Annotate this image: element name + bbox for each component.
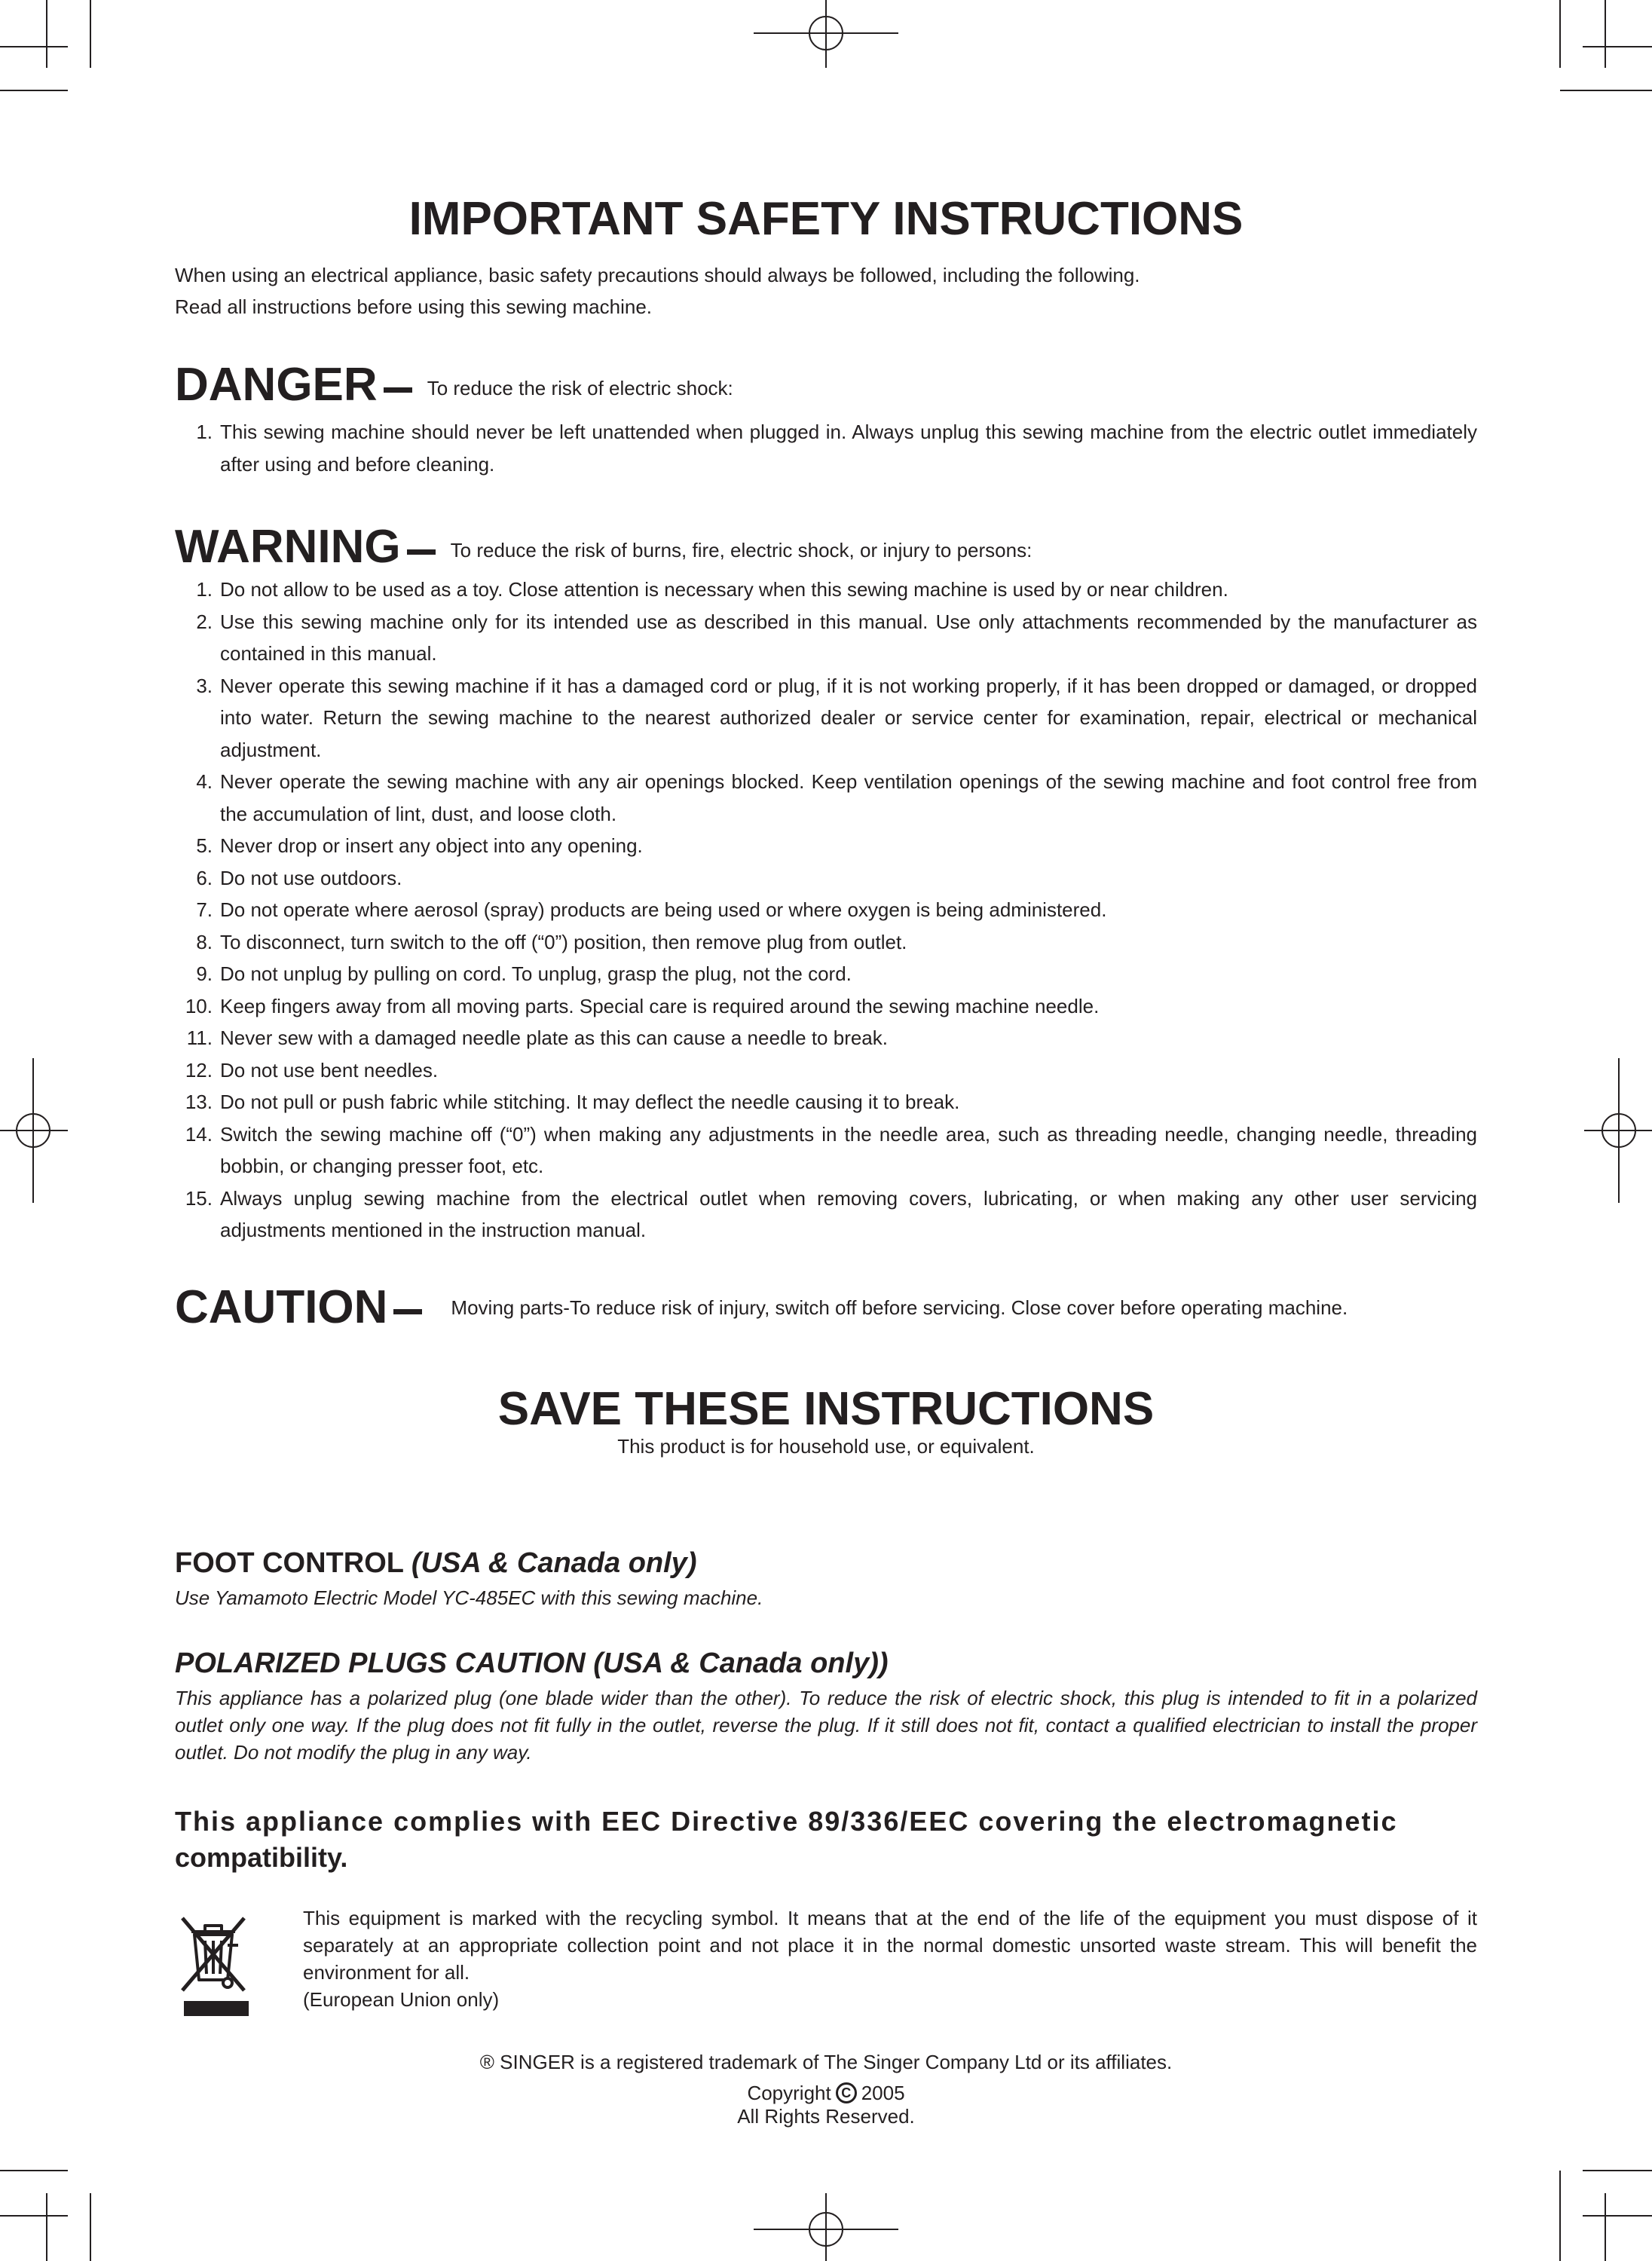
list-item [175,894,1477,926]
caution-text: Moving parts-To reduce risk of injury, switch off before servicing. Close cover before operating machine. [451,1296,1348,1319]
intro-line: Read all instructions before using this sewing machine. [175,295,653,319]
list-item [175,1118,1477,1183]
list-item [175,574,1477,606]
foot-control-title: FOOT CONTROL [175,1547,404,1579]
item-number: 5. [196,834,213,858]
eec-compliance-statement [175,1804,1477,1876]
danger-label: DANGER [175,359,378,412]
list-item [175,1086,1477,1118]
item-number: 10. [185,994,213,1017]
item-number: 6. [196,866,213,889]
item-text: Switch the sewing machine off (“0”) when making any adjustments in the needle area, such as threading needle, changing needle, threading bobbin, or changing presser foot, etc. [220,1122,1477,1178]
item-number: 2. [196,610,213,633]
list-item [175,862,1477,895]
item-text: This sewing machine should never be left unattended when plugged in. Always unplug this sewing machine from the electric outlet immediately after using and before cleaning. [220,421,1477,476]
warning-label: WARNING [175,521,401,574]
polarized-plugs-text: This appliance has a polarized plug (one blade wider than the other). To reduce the risk of electric shock, this plug is intended to fit in a polarized outlet only one way. If the plug does not fit fully in the outlet, reverse the plug. If it still does not fit, contact a qualified electrician to install the proper outlet. Do not modify the plug in any way. [175,1686,1477,1764]
item-text: Do not use bent needles. [220,1058,439,1082]
item-number: 15. [185,1186,213,1210]
crossed-out-wheelie-bin-icon [175,1905,303,2027]
list-item [175,958,1477,990]
list-item [175,606,1477,670]
item-number: 8. [196,930,213,953]
item-number: 4. [196,770,213,794]
save-instructions-title: SAVE THESE INSTRUCTIONS [497,1382,1155,1435]
recycling-block [175,1905,1477,2027]
intro-line: When using an electrical appliance, basic safety precautions should always be followed, including the following. [175,264,1140,287]
heading-dash [393,1309,422,1314]
danger-list [175,416,1477,480]
item-text: Always unplug sewing machine from the electrical outlet when removing covers, lubricating, or when making any other user servicing adjustments mentioned in the instruction manual. [220,1186,1477,1242]
item-text: To disconnect, turn switch to the off (“0”) position, then remove plug from outlet. [220,930,907,953]
item-text: Never operate this sewing machine if it has a damaged cord or plug, if it is not working properly, if it has been dropped or damaged, or dropped into water. Return the sewing machine to the nearest authorized dealer or service center for examination, repair, electrical or mechanical adjustment. [220,674,1477,761]
recycling-text: This equipment is marked with the recycling symbol. It means that at the end of the life of the equipment you must dispose of it separately at an appropriate collection point and not place it in the normal domestic unsorted waste stream. This will benefit the environment for all. [303,1906,1477,1984]
recycling-text-block [303,1905,1477,2013]
eec-line: This appliance complies with EEC Directive 89/336/EEC covering the electromagnetic [175,1805,1398,1837]
warning-heading [175,521,1477,574]
foot-control-text: Use Yamamoto Electric Model YC-485EC with this sewing machine. [175,1586,763,1609]
caution-label: CAUTION [175,1280,388,1333]
save-instructions-subtitle: This product is for household use, or equivalent. [617,1434,1035,1458]
trademark-notice: ® SINGER is a registered trademark of The Singer Company Ltd or its affiliates. [479,2050,1173,2073]
item-number: 3. [196,674,213,697]
list-item [175,990,1477,1023]
copyright-line [175,2080,1477,2106]
item-text: Do not pull or push fabric while stitching. It may deflect the needle causing it to break. [220,1091,960,1114]
item-text: Do not operate where aerosol (spray) products are being used or where oxygen is being administered. [220,898,1107,922]
item-text: Never drop or insert any object into any opening. [220,834,643,858]
safety-instructions-page [175,192,1477,2127]
item-text: Do not unplug by pulling on cord. To unplug, grasp the plug, not the cord. [220,962,852,986]
list-item [175,1183,1477,1247]
heading-dash [407,549,436,555]
item-text: Keep fingers away from all moving parts. Special care is required around the sewing machine needle. [220,994,1100,1017]
all-rights-reserved: All Rights Reserved. [737,2104,915,2128]
caution-block [175,1280,1477,1333]
item-number: 12. [185,1058,213,1082]
polarized-plugs-heading: POLARIZED PLUGS CAUTION (USA & Canada only)) [175,1647,889,1679]
list-item [175,1054,1477,1087]
list-item [175,416,1477,480]
item-text: Use this sewing machine only for its intended use as described in this manual. Use only attachments recommended by the manufacturer as contained in this manual. [220,610,1477,665]
item-number: 7. [196,898,213,922]
copyright-year: 2005 [861,2081,905,2104]
warning-list [175,574,1477,1247]
recycling-region: (European Union only) [303,1987,500,2011]
page-title: IMPORTANT SAFETY INSTRUCTIONS [408,193,1244,245]
eec-line: compatibility. [175,1841,348,1873]
item-text: Never sew with a damaged needle plate as this can cause a needle to break. [220,1026,888,1050]
warning-subtitle: To reduce the risk of burns, fire, electric shock, or injury to persons: [450,538,1032,561]
copyright-prefix: Copyright [747,2081,831,2104]
list-item [175,830,1477,862]
copyright-symbol-icon: C [836,2082,857,2103]
list-item [175,766,1477,830]
item-text: Do not allow to be used as a toy. Close attention is necessary when this sewing machine is used by or near children. [220,578,1228,601]
item-number: 14. [185,1122,213,1146]
list-item [175,670,1477,766]
item-number: 11. [186,1026,213,1050]
item-number: 1. [196,421,213,444]
foot-control-region: (USA & Canada only) [411,1547,697,1579]
danger-heading [175,359,1477,412]
danger-subtitle: To reduce the risk of electric shock: [427,376,733,399]
foot-control-heading [175,1547,1477,1580]
item-text: Never operate the sewing machine with any air openings blocked. Keep ventilation openings of the sewing machine and foot control free from the accumulation of lint, dust, and loose cloth. [220,770,1477,825]
item-number: 13. [185,1091,213,1114]
list-item [175,926,1477,959]
list-item [175,1022,1477,1054]
intro-block [175,259,1477,323]
item-number: 1. [196,578,213,601]
heading-dash [384,387,412,393]
item-number: 9. [196,962,213,986]
item-text: Do not use outdoors. [220,866,402,889]
